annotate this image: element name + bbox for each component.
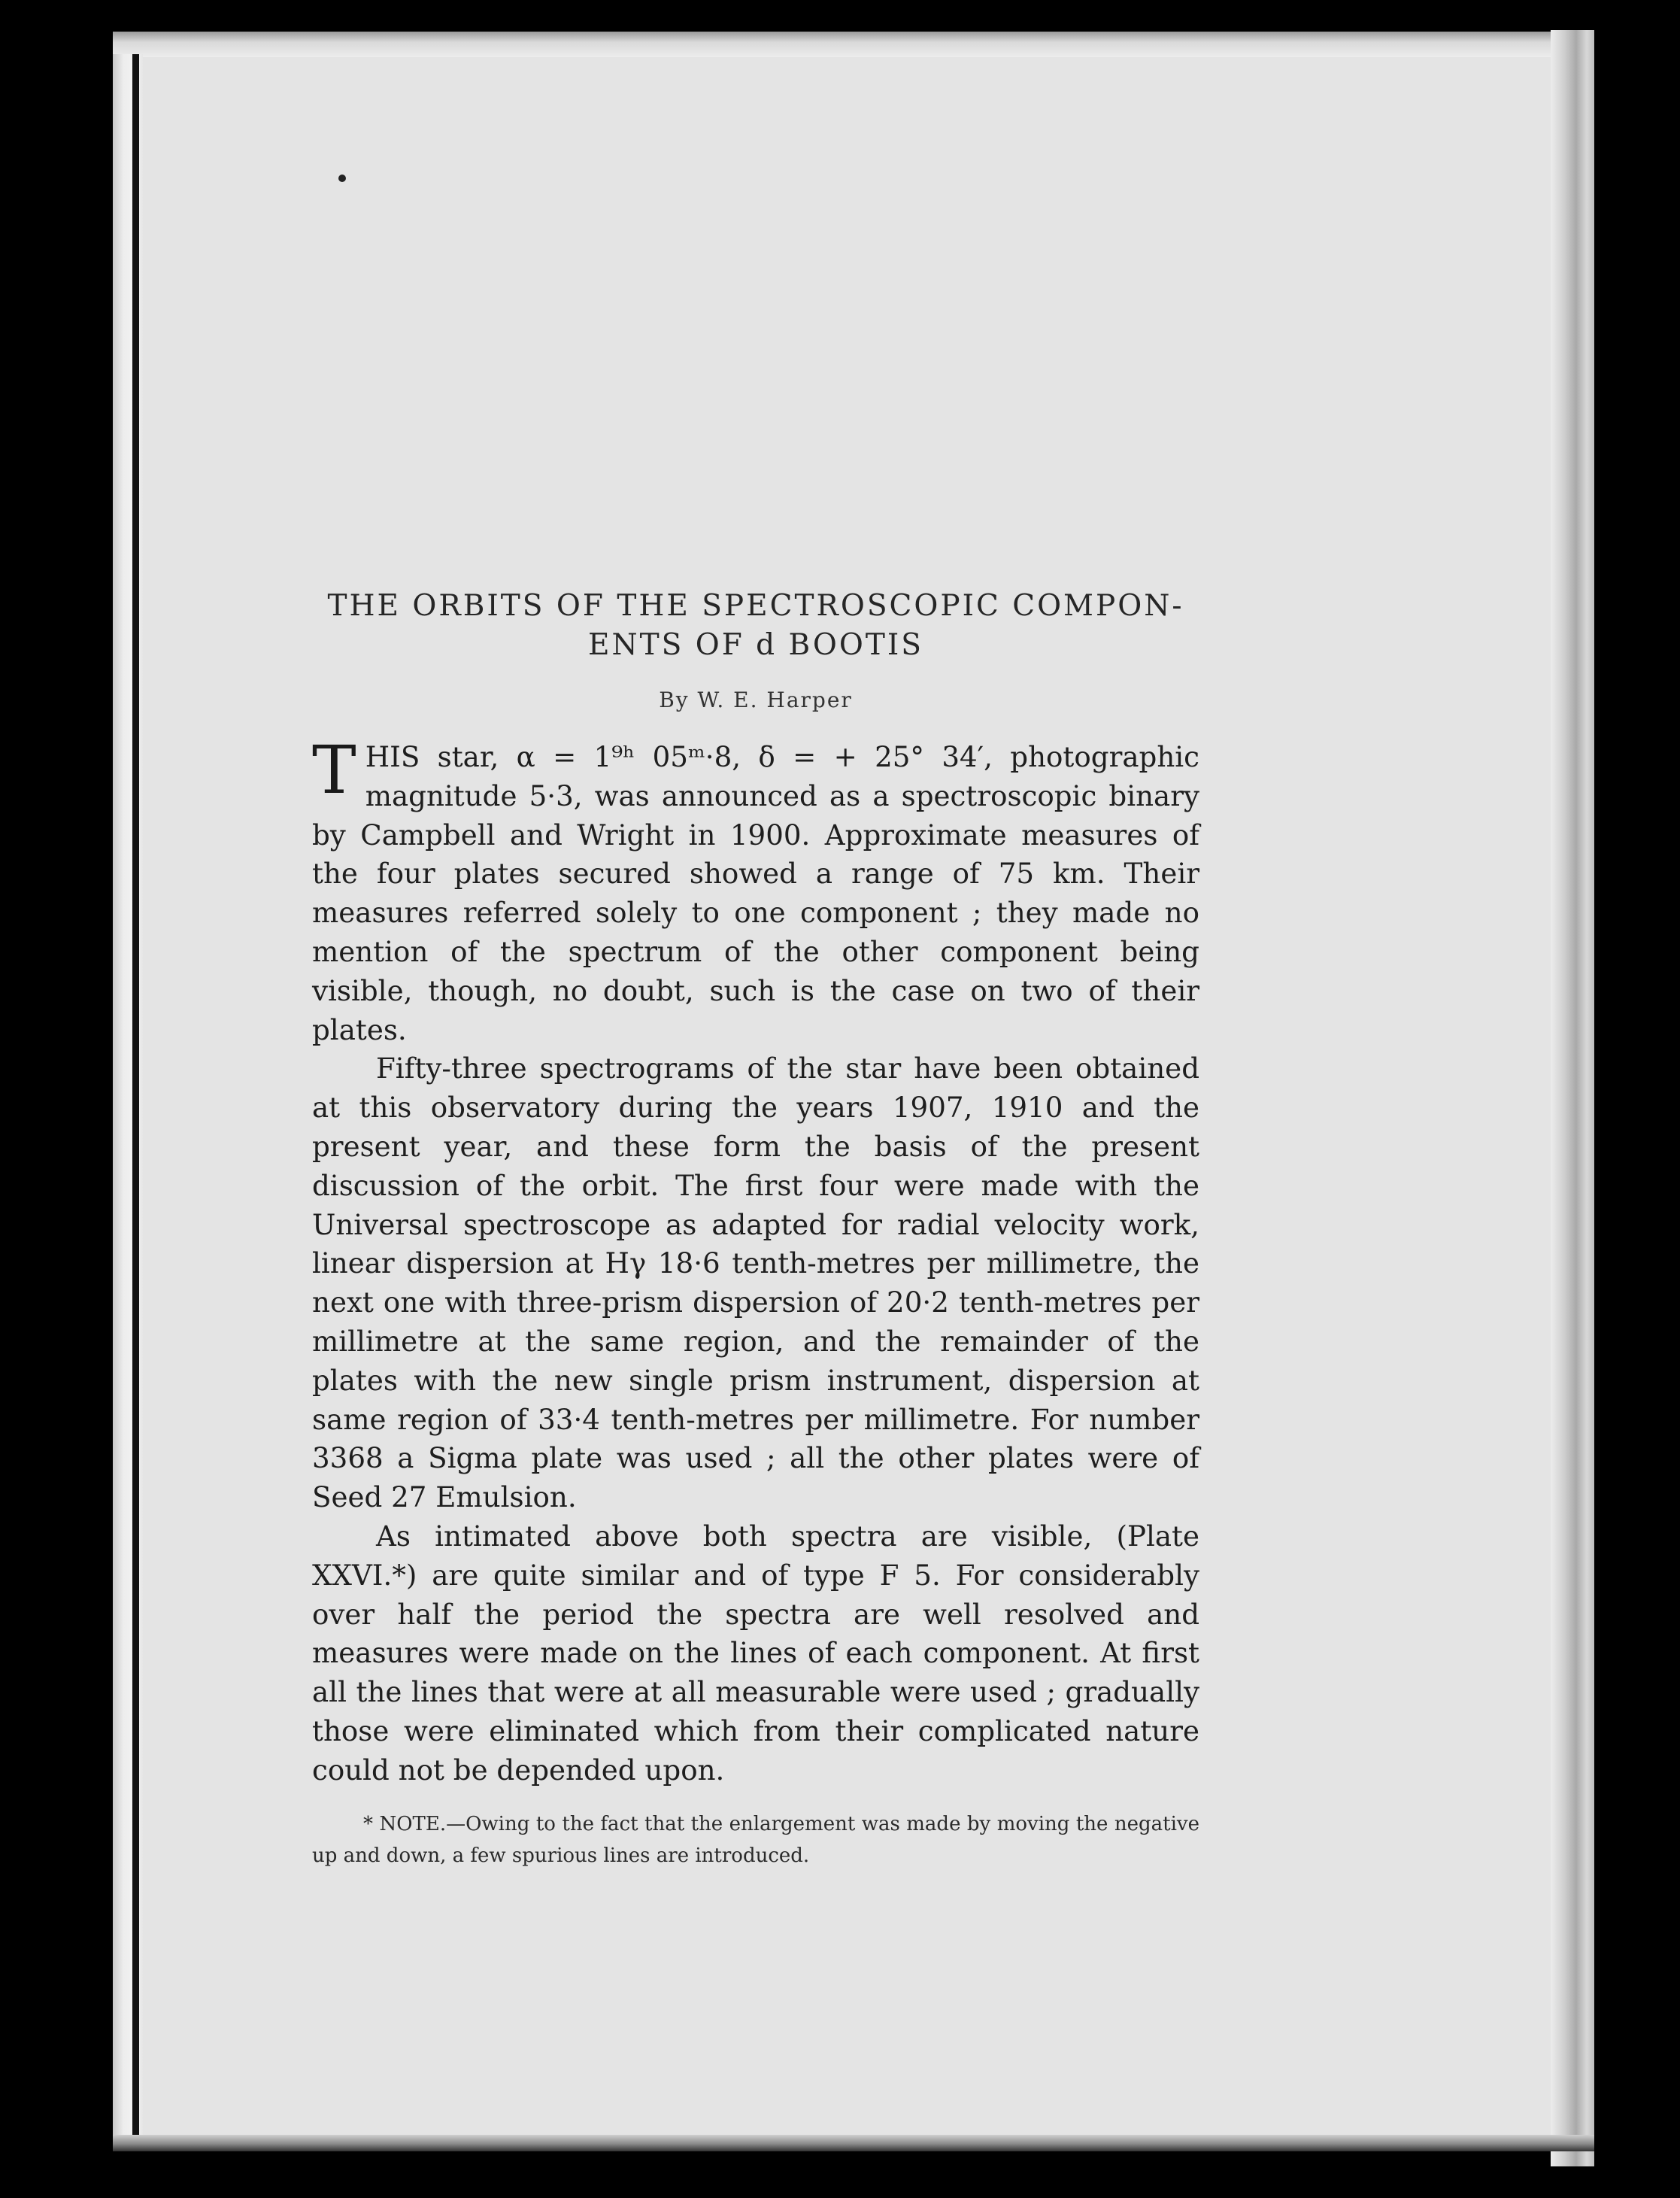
article-title-line-1: THE ORBITS OF THE SPECTROSCOPIC COMPON- — [327, 589, 1184, 623]
article-body — [312, 731, 1199, 1872]
sheet-right-edge — [1551, 30, 1594, 2166]
paragraph-1-text: HIS star, α = 1⁹ʰ 05ᵐ·8, δ = + 25° 34′, photographic magnitude 5·3, was announced as a spectroscopic binary by Campbell and Wright in 1900. Approximate measures of the four plates secured showed a range of 75 km. Their measures referred solely to one component ; they made no mention of the spectrum of the other component being visible, though, no doubt, such is the case on two of their plates. — [312, 740, 1199, 1046]
article-title — [312, 587, 1199, 665]
paragraph-3: As intimated above both spectra are visible, (Plate XXVI.*) are quite similar and of type F 5. For considerably over half the period the spectra are well resolved and measures were made on the lines of each component. At first all the lines that were at all measurable were used ; gradually those were eliminated which from their complicated nature could not be depended upon. — [312, 1519, 1199, 1787]
article-title-line-2: ENTS OF d BOOTIS — [588, 628, 923, 662]
article — [312, 587, 1199, 1872]
sheet-top-edge — [113, 32, 1594, 57]
article-byline: By W. E. Harper — [659, 688, 853, 712]
sheet-bottom-edge — [113, 2135, 1594, 2151]
drop-cap: T — [312, 731, 356, 809]
binding-line — [132, 54, 139, 2144]
paragraph-1 — [312, 731, 1199, 1049]
ink-dot — [338, 175, 346, 182]
footnote: * NOTE.—Owing to the fact that the enlargement was made by moving the negative up and down, a few spurious lines are introduced. — [312, 1812, 1199, 1867]
paragraph-2: Fifty-three spectrograms of the star have been obtained at this observatory during the years 1907, 1910 and the present year, and these form the basis of the present discussion of the orbit. The first four were made with the Universal spectroscope as adapted for radial velocity work, linear dispersion at Hγ 18·6 tenth-metres per millimetre, the next one with three-prism dispersion of 20·2 tenth-metres per millimetre at the same region, and the remainder of the plates with the new single prism instrument, dispersion at same region of 33·4 tenth-metres per millimetre. For number 3368 a Sigma plate was used ; all the other plates were of Seed 27 Emulsion. — [312, 1052, 1199, 1514]
